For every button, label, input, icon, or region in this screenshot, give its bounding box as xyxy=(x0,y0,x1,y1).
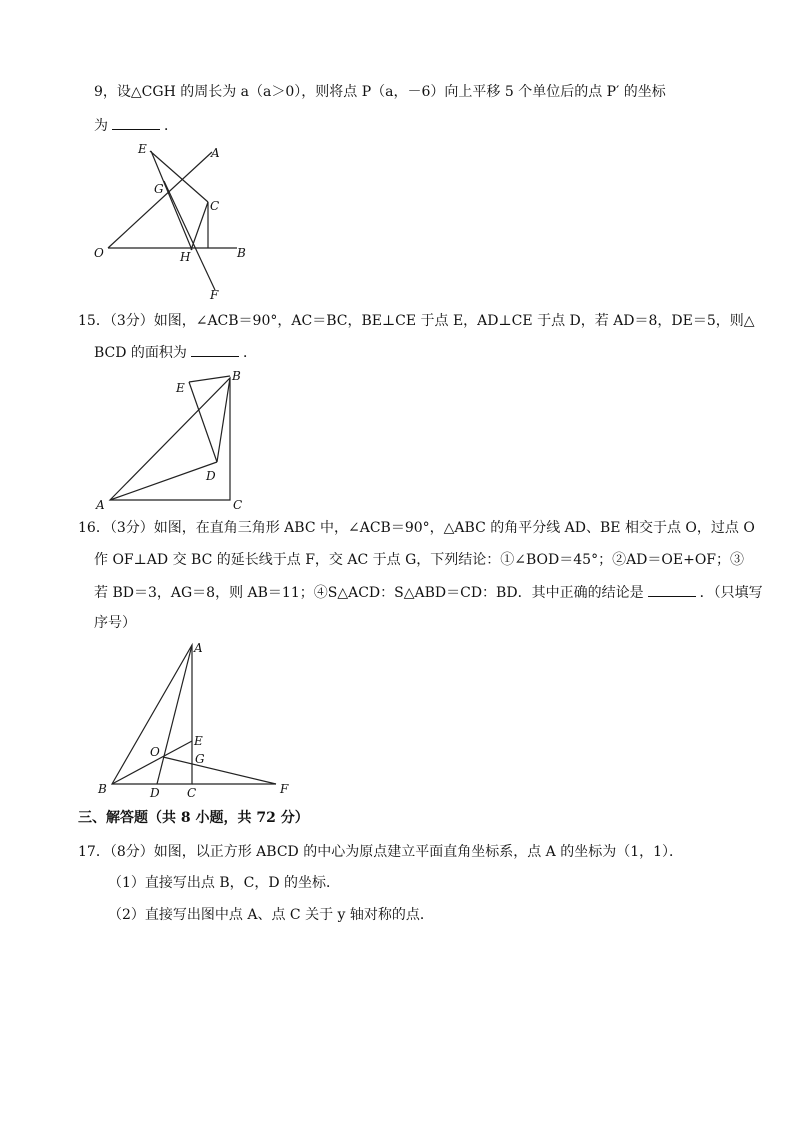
q14-label-G: G xyxy=(154,182,164,196)
q14-line2-post: ． xyxy=(164,118,178,134)
q15-label-B: B xyxy=(232,369,241,383)
q16-label-F: F xyxy=(280,782,289,796)
q16-text-line1: 16．（3分）如图，在直角三角形 ABC 中，∠ACB＝90°，△ABC 的角平分线 AD、BE 相交于点 O，过点 O xyxy=(78,520,755,536)
q16-label-E: E xyxy=(194,734,203,748)
q16-line3-pre: 若 BD＝3，AG＝8，则 AB＝11；④S△ACD：S△ABD＝CD：BD．其中正确的结论是 xyxy=(94,585,644,601)
q15-label-E: E xyxy=(176,381,185,395)
q16-label-D: D xyxy=(150,786,160,800)
q15-label-D: D xyxy=(206,469,216,483)
q14-label-A: A xyxy=(211,146,220,160)
q17-sub1: （1）直接写出点 B，C，D 的坐标． xyxy=(108,875,341,891)
q14-label-B: B xyxy=(237,246,246,260)
q14-line2-pre: 为 xyxy=(94,118,108,134)
q16-line3-post: ．（只填写 xyxy=(699,585,763,601)
q14-text-line1: 9，设△CGH 的周长为 a（a＞0），则将点 P（a，－6）向上平移 5 个单位后的点 P′ 的坐标 xyxy=(94,84,666,100)
q15-line2-post: ． xyxy=(242,345,257,361)
q15-text-line1: 15．（3分）如图，∠ACB＝90°，AC＝BC，BE⊥CE 于点 E，AD⊥CE 于点 D，若 AD＝8，DE＝5，则△ xyxy=(78,313,755,329)
q15-label-A: A xyxy=(96,498,105,512)
q16-label-O: O xyxy=(150,745,160,759)
q14-label-E: E xyxy=(138,142,147,156)
q14-label-H: H xyxy=(180,250,191,264)
q17-text-line1: 17．（8分）如图，以正方形 ABCD 的中心为原点建立平面直角坐标系，点 A 的坐标为（1，1）． xyxy=(78,844,684,860)
section-title: 三、解答题（共 8 小题，共 72 分） xyxy=(78,810,309,826)
q14-label-C: C xyxy=(210,199,220,213)
q16-label-A: A xyxy=(194,641,203,655)
q15-line2-pre: BCD 的面积为 xyxy=(94,345,187,361)
q16-label-G: G xyxy=(195,752,205,766)
q16-text-line2: 作 OF⊥AD 交 BC 的延长线于点 F，交 AC 于点 G，下列结论：①∠BOD＝45°；②AD＝OE+OF；③ xyxy=(94,552,745,568)
q16-text-line4: 序号） xyxy=(94,615,136,631)
q16-label-B: B xyxy=(98,782,107,796)
q16-label-C: C xyxy=(187,786,197,800)
q15-label-C: C xyxy=(233,498,243,512)
q14-label-F: F xyxy=(210,288,219,302)
q17-sub2: （2）直接写出图中点 A、点 C 关于 y 轴对称的点． xyxy=(108,907,434,923)
q14-label-O: O xyxy=(94,246,104,260)
